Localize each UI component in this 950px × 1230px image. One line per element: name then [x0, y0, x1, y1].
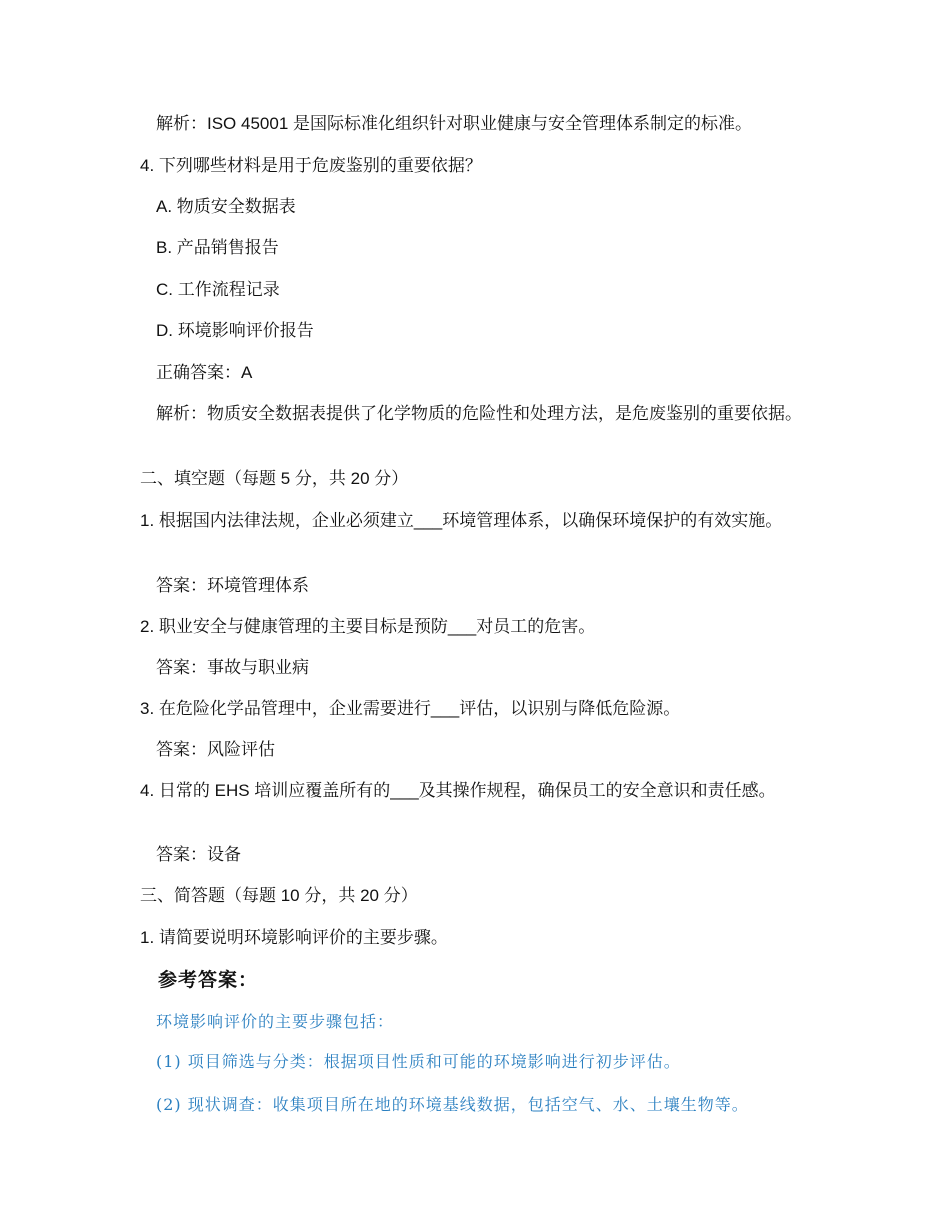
option-c: C. 工作流程记录 — [156, 280, 280, 299]
option-b: B. 产品销售报告 — [156, 238, 279, 257]
fill-question-1: 1. 根据国内法律法规，企业必须建立___环境管理体系，以确保环境保护的有效实施。 — [140, 511, 783, 530]
option-a: A. 物质安全数据表 — [156, 197, 296, 216]
reference-answer-intro: 环境影响评价的主要步骤包括： — [156, 1012, 395, 1031]
fill-answer-3: 答案：风险评估 — [156, 740, 275, 759]
short-question-1: 1. 请简要说明环境影响评价的主要步骤。 — [140, 928, 448, 947]
question-4: 4. 下列哪些材料是用于危废鉴别的重要依据？ — [140, 156, 482, 175]
reference-answer-step-2: (2) 现状调查：收集项目所在地的环境基线数据，包括空气、水、土壤生物等。 — [156, 1095, 749, 1114]
fill-question-3: 3. 在危险化学品管理中，企业需要进行___评估，以识别与降低危险源。 — [140, 699, 681, 718]
fill-answer-2: 答案：事故与职业病 — [156, 658, 309, 677]
option-d: D. 环境影响评价报告 — [156, 321, 314, 340]
fill-question-4: 4. 日常的 EHS 培训应覆盖所有的___及其操作规程，确保员工的安全意识和责任感。 — [140, 781, 776, 800]
section-heading-fill-in: 二、填空题（每题 5 分，共 20 分） — [140, 469, 409, 488]
fill-answer-1: 答案：环境管理体系 — [156, 576, 309, 595]
q3-analysis-text: 解析：ISO 45001 是国际标准化组织针对职业健康与安全管理体系制定的标准。 — [156, 114, 753, 133]
section-heading-short-answer: 三、简答题（每题 10 分，共 20 分） — [140, 886, 418, 905]
q4-correct-answer: 正确答案：A — [156, 363, 253, 382]
q4-analysis-text: 解析：物质安全数据表提供了化学物质的危险性和处理方法，是危废鉴别的重要依据。 — [156, 404, 802, 423]
reference-answer-step-1: (1) 项目筛选与分类：根据项目性质和可能的环境影响进行初步评估。 — [156, 1052, 681, 1071]
reference-answer-heading: 参考答案： — [158, 969, 259, 991]
fill-question-2: 2. 职业安全与健康管理的主要目标是预防___对员工的危害。 — [140, 617, 596, 636]
fill-answer-4: 答案：设备 — [156, 845, 241, 864]
